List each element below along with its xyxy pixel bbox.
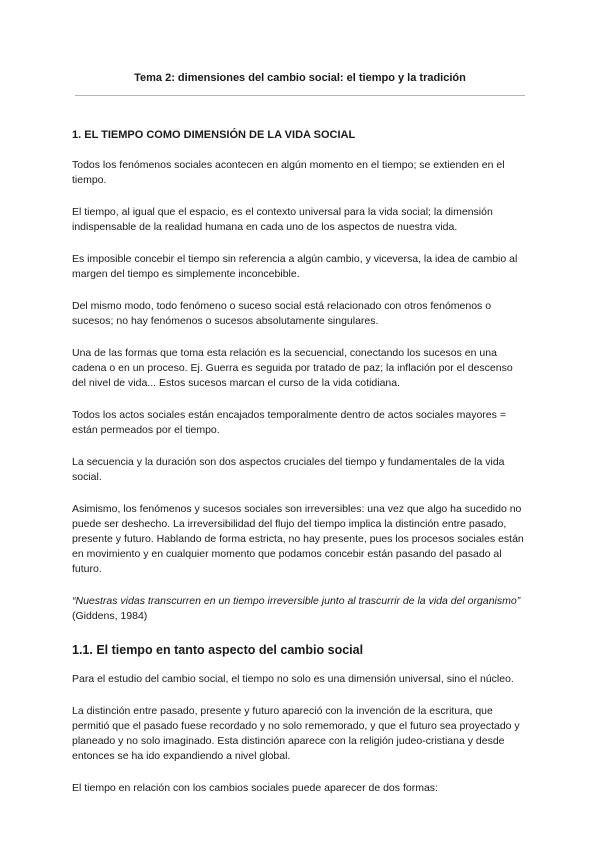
paragraph: La secuencia y la duración son dos aspectos cruciales del tiempo y fundamentales de la vida social. (72, 456, 505, 483)
quotation-citation: (Giddens, 1984) (72, 610, 148, 622)
quotation (72, 594, 527, 624)
paragraph: El tiempo, al igual que el espacio, es el contexto universal para la vida social; la dimensión indispensable de la realidad humana en cada uno de los aspectos de nuestra vida. (72, 206, 493, 233)
paragraph: Todos los actos sociales están encajados temporalmente dentro de actos sociales mayores = están permeados por el tiempo. (72, 409, 506, 436)
paragraph: Para el estudio del cambio social, el tiempo no solo es una dimensión universal, sino el núcleo. (72, 673, 514, 685)
section-heading: 1. EL TIEMPO COMO DIMENSIÓN DE LA VIDA SOCIAL (72, 129, 356, 141)
paragraph: Es imposible concebir el tiempo sin referencia a algún cambio, y viceversa, la idea de cambio al margen del tiempo es simplemente inconcebible. (72, 253, 518, 280)
paragraph: Todos los fenómenos sociales acontecen en algún momento en el tiempo; se extienden en el tiempo. (72, 159, 505, 186)
document-body (72, 128, 527, 813)
paragraph: Del mismo modo, todo fenómeno o suceso social está relacionado con otros fenómenos o sucesos; no hay fenómenos o sucesos absolutamente singulares. (72, 300, 492, 327)
paragraph: La distinción entre pasado, presente y futuro apareció con la invención de la escritura, que permitió que el pasado fuese recordado y no solo rememorado, y que el futuro sea proyectado y planeado y no solo imaginado. Esta distinción aparece con la religión judeo-cristiana y desde entonces se ha ido expandiendo a nivel global. (72, 705, 520, 762)
paragraph: Asimismo, los fenómenos y sucesos sociales son irreversibles: una vez que algo ha sucedido no puede ser deshecho. La irreversibilidad del flujo del tiempo implica la distinción entre pasado, presente y futuro. Hablando de forma estricta, no hay presente, pues los procesos sociales están en movimiento y en cualquier momento que podamos concebir están pasando del pasado al futuro. (72, 503, 524, 575)
document-header-title: Tema 2: dimensiones del cambio social: el tiempo y la tradición (134, 72, 466, 84)
paragraph: El tiempo en relación con los cambios sociales puede aparecer de dos formas: (72, 782, 438, 794)
header-divider (75, 95, 525, 96)
paragraph: Una de las formas que toma esta relación es la secuencial, conectando los sucesos en una cadena o en un proceso. Ej. Guerra es seguida por tratado de paz; la inflación por el descenso del nivel de vida... Estos sucesos marcan el curso de la vida cotidiana. (72, 347, 513, 389)
quotation-text: “Nuestras vidas transcurren en un tiempo irreversible junto al trascurrir de la vida del organismo” (72, 595, 521, 607)
subsection-heading: 1.1. El tiempo en tanto aspecto del cambio social (72, 643, 364, 657)
